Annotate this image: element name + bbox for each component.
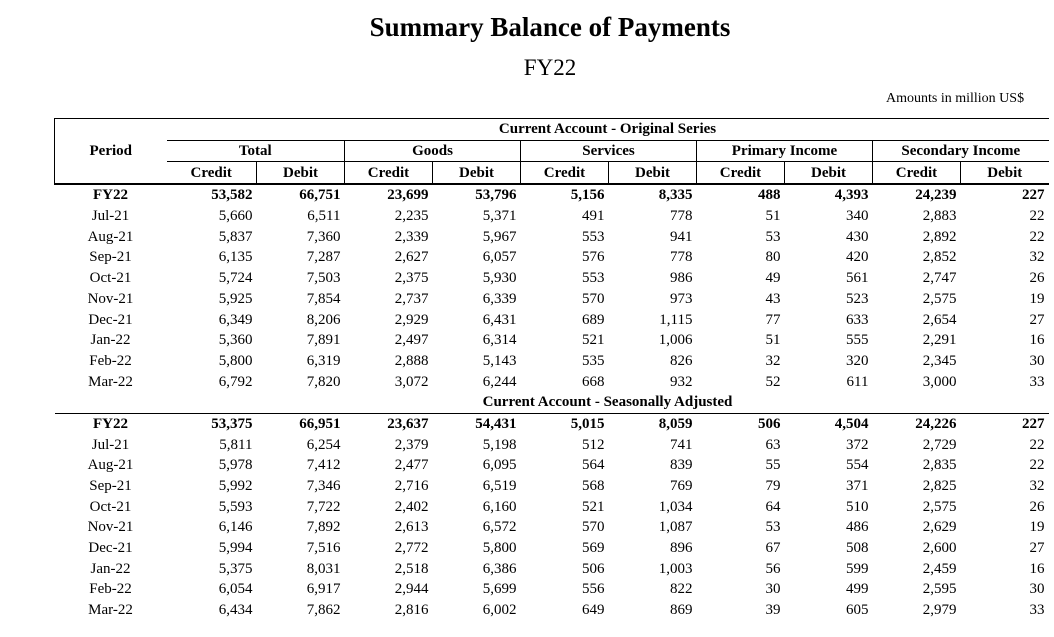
value-cell: 5,198 — [482, 436, 517, 453]
value-cell: 554 — [846, 457, 869, 474]
value-cell: 6,244 — [482, 373, 517, 390]
value-cell: 371 — [846, 478, 869, 495]
table-row — [55, 206, 1049, 227]
table-row — [55, 558, 1049, 579]
value-cell: 52 — [765, 373, 781, 390]
period-cell: Dec-21 — [88, 540, 133, 557]
table-row — [55, 330, 1049, 351]
value-cell: 7,346 — [306, 478, 341, 495]
value-cell: 6,160 — [482, 498, 517, 515]
value-cell: 5,967 — [482, 228, 517, 245]
value-cell: 7,287 — [306, 249, 341, 266]
value-cell: 340 — [846, 208, 869, 225]
value-cell: 8,335 — [658, 187, 693, 204]
value-cell: 33 — [1029, 602, 1045, 619]
table-row — [55, 496, 1049, 517]
table-row — [55, 538, 1049, 559]
value-cell: 486 — [846, 519, 869, 536]
value-cell: 39 — [765, 602, 781, 619]
value-cell: 320 — [846, 352, 869, 369]
value-cell: 570 — [582, 519, 605, 536]
value-cell: 5,978 — [218, 457, 253, 474]
value-cell: 491 — [582, 208, 605, 225]
value-cell: 7,412 — [306, 457, 341, 474]
value-cell: 7,820 — [306, 373, 341, 390]
value-cell: 7,722 — [306, 498, 341, 515]
period-cell: Jan-22 — [90, 332, 131, 349]
value-cell: 6,319 — [306, 352, 341, 369]
value-cell: 7,516 — [306, 540, 341, 557]
value-cell: 32 — [1029, 249, 1045, 266]
value-cell: 19 — [1029, 290, 1045, 307]
value-cell: 568 — [582, 478, 605, 495]
table-row — [55, 517, 1049, 538]
value-cell: 778 — [670, 249, 693, 266]
value-cell: 668 — [582, 373, 605, 390]
table-row — [55, 309, 1049, 330]
value-cell: 7,360 — [306, 228, 341, 245]
value-cell: 5,800 — [218, 352, 253, 369]
value-cell: 5,925 — [218, 290, 253, 307]
table-row — [55, 455, 1049, 476]
value-cell: 8,059 — [609, 413, 697, 434]
value-cell: 2,716 — [394, 478, 429, 495]
value-cell: 19 — [1029, 519, 1045, 536]
debit-header: Debit — [961, 162, 1049, 184]
value-cell: 6,254 — [306, 436, 341, 453]
value-cell: 227 — [1022, 187, 1045, 204]
value-cell: 80 — [765, 249, 781, 266]
value-cell: 633 — [846, 311, 869, 328]
value-cell: 27 — [1029, 540, 1045, 557]
seasonally-adjusted-body — [55, 413, 1049, 620]
value-cell: 2,929 — [394, 311, 429, 328]
value-cell: 22 — [1029, 228, 1045, 245]
value-cell: 506 — [582, 560, 605, 577]
value-cell: 5,375 — [218, 560, 253, 577]
table-row — [55, 289, 1049, 310]
value-cell: 66,951 — [257, 413, 345, 434]
value-cell: 64 — [765, 498, 781, 515]
value-cell: 23,637 — [345, 413, 433, 434]
value-cell: 6,054 — [218, 581, 253, 598]
period-cell: FY22 — [55, 413, 167, 434]
value-cell: 53,796 — [475, 187, 517, 204]
value-cell: 420 — [846, 249, 869, 266]
value-cell: 599 — [846, 560, 869, 577]
page-subtitle: FY22 — [523, 55, 577, 80]
value-cell: 2,379 — [394, 436, 429, 453]
value-cell: 6,349 — [218, 311, 253, 328]
value-cell: 576 — [582, 249, 605, 266]
debit-header: Debit — [785, 162, 873, 184]
value-cell: 769 — [670, 478, 693, 495]
value-cell: 2,627 — [394, 249, 429, 266]
value-cell: 53,582 — [211, 187, 253, 204]
value-cell: 2,825 — [922, 478, 957, 495]
value-cell: 55 — [765, 457, 781, 474]
value-cell: 2,613 — [394, 519, 429, 536]
value-cell: 54,431 — [433, 413, 521, 434]
section-header-original: Current Account - Original Series — [167, 119, 1049, 141]
value-cell: 26 — [1029, 270, 1045, 287]
value-cell: 53 — [765, 228, 781, 245]
table-row — [55, 600, 1049, 621]
value-cell: 26 — [1029, 498, 1045, 515]
value-cell: 30 — [765, 581, 781, 598]
value-cell: 430 — [846, 228, 869, 245]
value-cell: 1,034 — [658, 498, 693, 515]
value-cell: 22 — [1029, 436, 1045, 453]
value-cell: 570 — [582, 290, 605, 307]
value-cell: 227 — [961, 413, 1049, 434]
value-cell: 63 — [765, 436, 781, 453]
value-cell: 8,206 — [306, 311, 341, 328]
balance-of-payments-table — [54, 118, 1049, 621]
table-row — [55, 579, 1049, 600]
value-cell: 5,699 — [482, 581, 517, 598]
value-cell: 22 — [1029, 457, 1045, 474]
value-cell: 33 — [1029, 373, 1045, 390]
period-cell: Jul-21 — [91, 208, 130, 225]
value-cell: 7,503 — [306, 270, 341, 287]
value-cell: 2,402 — [394, 498, 429, 515]
value-cell: 553 — [582, 228, 605, 245]
value-cell: 5,724 — [218, 270, 253, 287]
value-cell: 6,135 — [218, 249, 253, 266]
value-cell: 30 — [1029, 581, 1045, 598]
value-cell: 941 — [670, 228, 693, 245]
value-cell: 6,511 — [307, 208, 341, 225]
value-cell: 741 — [670, 436, 693, 453]
value-cell: 22 — [1029, 208, 1045, 225]
value-cell: 2,772 — [394, 540, 429, 557]
value-cell: 6,519 — [482, 478, 517, 495]
period-header: Period — [55, 119, 167, 185]
period-cell: Aug-21 — [87, 457, 134, 474]
credit-header: Credit — [167, 162, 257, 184]
debit-header: Debit — [433, 162, 521, 184]
debit-header: Debit — [609, 162, 697, 184]
value-cell: 2,883 — [922, 208, 957, 225]
value-cell: 822 — [670, 581, 693, 598]
value-cell: 43 — [765, 290, 781, 307]
value-cell: 2,595 — [922, 581, 957, 598]
value-cell: 4,504 — [785, 413, 873, 434]
value-cell: 24,239 — [915, 187, 957, 204]
value-cell: 521 — [582, 498, 605, 515]
period-cell: Sep-21 — [89, 249, 132, 266]
value-cell: 5,593 — [218, 498, 253, 515]
value-cell: 6,095 — [482, 457, 517, 474]
value-cell: 5,015 — [521, 413, 609, 434]
value-cell: 51 — [765, 332, 781, 349]
credit-header: Credit — [697, 162, 785, 184]
period-cell: Nov-21 — [87, 290, 134, 307]
group-header-services: Services — [521, 140, 697, 162]
group-header-goods: Goods — [345, 140, 521, 162]
value-cell: 2,729 — [922, 436, 957, 453]
value-cell: 2,852 — [922, 249, 957, 266]
value-cell: 512 — [582, 436, 605, 453]
value-cell: 32 — [1029, 478, 1045, 495]
credit-header: Credit — [873, 162, 961, 184]
group-header-secondary-income: Secondary Income — [873, 140, 1049, 162]
value-cell: 2,375 — [394, 270, 429, 287]
value-cell: 6,917 — [306, 581, 341, 598]
value-cell: 605 — [846, 602, 869, 619]
value-cell: 51 — [765, 208, 781, 225]
table-row — [55, 351, 1049, 372]
value-cell: 6,386 — [482, 560, 517, 577]
value-cell: 6,572 — [482, 519, 517, 536]
value-cell: 2,345 — [922, 352, 957, 369]
value-cell: 2,291 — [922, 332, 957, 349]
value-cell: 6,792 — [218, 373, 253, 390]
table-row — [55, 371, 1049, 392]
value-cell: 7,854 — [306, 290, 341, 307]
value-cell: 499 — [846, 581, 869, 598]
units-note: Amounts in million US$ — [886, 91, 1025, 106]
value-cell: 510 — [846, 498, 869, 515]
value-cell: 5,360 — [218, 332, 253, 349]
period-cell: Aug-21 — [87, 228, 134, 245]
value-cell: 523 — [846, 290, 869, 307]
value-cell: 569 — [582, 540, 605, 557]
table-row — [55, 268, 1049, 289]
value-cell: 986 — [670, 270, 693, 287]
table-row — [55, 476, 1049, 497]
value-cell: 56 — [765, 560, 781, 577]
value-cell: 508 — [846, 540, 869, 557]
period-cell: Jan-22 — [90, 560, 131, 577]
value-cell: 2,518 — [394, 560, 429, 577]
period-cell: Oct-21 — [89, 498, 132, 515]
period-cell: Mar-22 — [88, 373, 133, 390]
table-row — [55, 247, 1049, 268]
value-cell: 4,393 — [834, 187, 869, 204]
section-header-seasonally-adjusted: Current Account - Seasonally Adjusted — [482, 394, 733, 411]
value-cell: 2,600 — [922, 540, 957, 557]
value-cell: 66,751 — [299, 187, 341, 204]
value-cell: 6,002 — [482, 602, 517, 619]
page-title: Summary Balance of Payments — [369, 12, 731, 42]
value-cell: 521 — [582, 332, 605, 349]
value-cell: 2,459 — [922, 560, 957, 577]
value-cell: 2,477 — [394, 457, 429, 474]
period-cell: Dec-21 — [88, 311, 133, 328]
value-cell: 5,811 — [219, 436, 253, 453]
value-cell: 488 — [758, 187, 781, 204]
value-cell: 2,747 — [922, 270, 957, 287]
group-header-total: Total — [167, 140, 345, 162]
value-cell: 2,888 — [394, 352, 429, 369]
value-cell: 869 — [670, 602, 693, 619]
value-cell: 3,072 — [394, 373, 429, 390]
value-cell: 6,339 — [482, 290, 517, 307]
original-series-body — [55, 184, 1049, 392]
value-cell: 30 — [1029, 352, 1045, 369]
value-cell: 53,375 — [167, 413, 257, 434]
value-cell: 24,226 — [873, 413, 961, 434]
value-cell: 2,575 — [922, 290, 957, 307]
credit-header: Credit — [345, 162, 433, 184]
value-cell: 826 — [670, 352, 693, 369]
period-cell: Nov-21 — [87, 519, 134, 536]
value-cell: 2,497 — [394, 332, 429, 349]
table-row — [55, 184, 1049, 206]
value-cell: 5,156 — [570, 187, 605, 204]
value-cell: 67 — [765, 540, 781, 557]
value-cell: 8,031 — [306, 560, 341, 577]
value-cell: 649 — [582, 602, 605, 619]
value-cell: 564 — [582, 457, 605, 474]
value-cell: 1,115 — [659, 311, 693, 328]
value-cell: 778 — [670, 208, 693, 225]
value-cell: 16 — [1029, 560, 1045, 577]
value-cell: 3,000 — [922, 373, 957, 390]
value-cell: 2,944 — [394, 581, 429, 598]
group-header-primary-income: Primary Income — [697, 140, 873, 162]
value-cell: 7,862 — [306, 602, 341, 619]
period-cell: Feb-22 — [89, 352, 132, 369]
period-cell: Sep-21 — [89, 478, 132, 495]
value-cell: 2,339 — [394, 228, 429, 245]
value-cell: 896 — [670, 540, 693, 557]
value-cell: 77 — [765, 311, 781, 328]
value-cell: 611 — [846, 373, 869, 390]
value-cell: 2,835 — [922, 457, 957, 474]
value-cell: 6,057 — [482, 249, 517, 266]
value-cell: 1,003 — [658, 560, 693, 577]
value-cell: 5,800 — [482, 540, 517, 557]
value-cell: 6,146 — [218, 519, 253, 536]
value-cell: 5,837 — [218, 228, 253, 245]
period-cell: Oct-21 — [89, 270, 132, 287]
period-cell: Feb-22 — [89, 581, 132, 598]
value-cell: 689 — [582, 311, 605, 328]
value-cell: 5,992 — [218, 478, 253, 495]
value-cell: 556 — [582, 581, 605, 598]
value-cell: 2,654 — [922, 311, 957, 328]
value-cell: 932 — [670, 373, 693, 390]
table-row — [55, 413, 1049, 434]
value-cell: 32 — [765, 352, 781, 369]
value-cell: 553 — [582, 270, 605, 287]
value-cell: 5,994 — [218, 540, 253, 557]
value-cell: 2,892 — [922, 228, 957, 245]
value-cell: 506 — [697, 413, 785, 434]
value-cell: 23,699 — [387, 187, 429, 204]
credit-header: Credit — [521, 162, 609, 184]
value-cell: 7,891 — [306, 332, 341, 349]
value-cell: 372 — [846, 436, 869, 453]
period-cell: Mar-22 — [88, 602, 133, 619]
value-cell: 2,629 — [922, 519, 957, 536]
value-cell: 5,930 — [482, 270, 517, 287]
debit-header: Debit — [257, 162, 345, 184]
value-cell: 6,431 — [482, 311, 517, 328]
value-cell: 7,892 — [306, 519, 341, 536]
value-cell: 5,371 — [482, 208, 517, 225]
value-cell: 1,087 — [658, 519, 693, 536]
value-cell: 79 — [765, 478, 781, 495]
value-cell: 6,434 — [218, 602, 253, 619]
period-cell: Jul-21 — [91, 436, 130, 453]
value-cell: 561 — [846, 270, 869, 287]
value-cell: 2,235 — [394, 208, 429, 225]
table-row — [55, 434, 1049, 455]
value-cell: 5,660 — [218, 208, 253, 225]
value-cell: 2,816 — [394, 602, 429, 619]
value-cell: 16 — [1029, 332, 1045, 349]
value-cell: 53 — [765, 519, 781, 536]
value-cell: 6,314 — [482, 332, 517, 349]
value-cell: 535 — [582, 352, 605, 369]
value-cell: 2,575 — [922, 498, 957, 515]
period-cell: FY22 — [93, 187, 128, 204]
value-cell: 555 — [846, 332, 869, 349]
value-cell: 5,143 — [482, 352, 517, 369]
value-cell: 1,006 — [658, 332, 693, 349]
value-cell: 839 — [670, 457, 693, 474]
value-cell: 2,979 — [922, 602, 957, 619]
value-cell: 973 — [670, 290, 693, 307]
value-cell: 49 — [765, 270, 781, 287]
table-row — [55, 226, 1049, 247]
value-cell: 27 — [1029, 311, 1045, 328]
value-cell: 2,737 — [394, 290, 429, 307]
